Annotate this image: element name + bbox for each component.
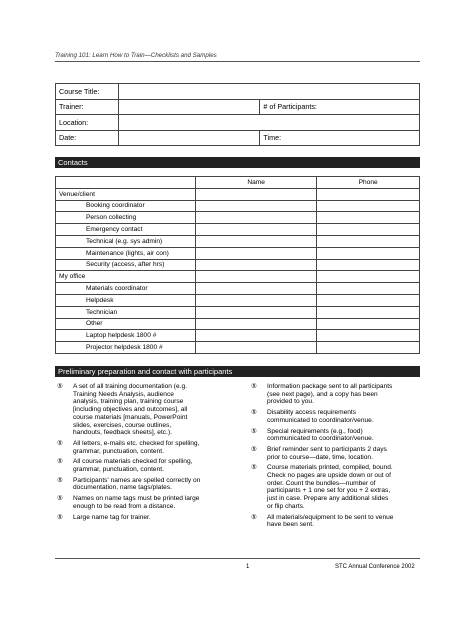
checkbox-icon[interactable]: ⑤ [57, 458, 63, 466]
checkbox-icon[interactable]: ⑤ [251, 445, 257, 453]
document-header: Training 101: Learn How to Train—Checklists and Samples [55, 52, 217, 59]
contact-group-office: My office [56, 271, 196, 283]
contact-name-cell[interactable] [195, 235, 317, 247]
footer-conference: STC Annual Conference 2002 [335, 564, 415, 570]
checkbox-icon[interactable]: ⑤ [251, 513, 257, 521]
location-label: Location: [56, 115, 119, 131]
contacts-table [55, 176, 420, 354]
checklist-item[interactable]: ⑤ Information package sent to all participants (see next page), and a copy has been provided to you. [251, 383, 393, 406]
checklist-item[interactable]: ⑤ Brief reminder sent to participants 2 days prior to course—date, time, location. [251, 445, 387, 461]
checklist-item[interactable]: ⑤ Course materials printed, compiled, bound. Check no pages are upside down or out of order. Count the bundles—number of participants + 1 one set for you + 2 extras, just in case. Prepare any additional slides or flip charts. [251, 464, 393, 510]
trainer-field[interactable] [118, 99, 259, 115]
contact-name-cell[interactable] [195, 342, 317, 354]
contact-name-cell[interactable] [195, 247, 317, 259]
checklist-right-column [251, 383, 421, 532]
contact-row-label: Helpdesk [56, 294, 196, 306]
checkbox-icon[interactable]: ⑤ [251, 464, 257, 472]
contact-phone-cell[interactable] [317, 235, 420, 247]
contact-row-label: Laptop helpdesk 1800 # [56, 330, 196, 342]
checklist-item[interactable]: ⑤ Names on name tags must be printed large enough to be read from a distance. [57, 495, 200, 510]
footer-divider [55, 558, 420, 559]
contact-name-cell[interactable] [195, 283, 317, 295]
contact-phone-cell[interactable] [317, 188, 420, 200]
contact-row-label: Other [56, 318, 196, 330]
page-number: 1 [246, 564, 250, 570]
preparation-heading: Preliminary preparation and contact with participants [55, 366, 420, 377]
contact-phone-cell[interactable] [317, 330, 420, 342]
contact-name-cell[interactable] [195, 318, 317, 330]
contact-row-label: Emergency contact [56, 224, 196, 236]
course-info-table [55, 83, 420, 146]
checkbox-icon[interactable]: ⑤ [57, 495, 63, 503]
contacts-header-blank [56, 177, 196, 189]
trainer-label: Trainer: [56, 99, 119, 115]
contact-name-cell[interactable] [195, 306, 317, 318]
checkbox-icon[interactable]: ⑤ [57, 383, 63, 390]
contact-phone-cell[interactable] [317, 200, 420, 212]
checklist-item[interactable]: ⑤ Participants' names are spelled correctly on documentation, name tags/plates. [57, 476, 201, 492]
contact-name-cell[interactable] [195, 330, 317, 342]
participants-label: # of Participants: [260, 99, 420, 115]
contact-phone-cell[interactable] [317, 271, 420, 283]
date-field[interactable] [118, 130, 259, 146]
checklist-item[interactable]: ⑤ Large name tag for trainer. [57, 513, 151, 521]
checkbox-icon[interactable]: ⑤ [57, 513, 63, 521]
contact-row-label: Maintenance (lights, air con) [56, 247, 196, 259]
contact-row-label: Projector helpdesk 1800 # [56, 342, 196, 354]
contact-name-cell[interactable] [195, 224, 317, 236]
contact-phone-cell[interactable] [317, 318, 420, 330]
checklist-item[interactable]: ⑤ Special requirements (e.g., food) communicated to coordinator/venue. [251, 427, 374, 443]
contact-row-label: Security (access, after hrs) [56, 259, 196, 271]
checkbox-icon[interactable]: ⑤ [251, 409, 257, 417]
checklist-item[interactable]: ⑤ All materials/equipment to be sent to venue have been sent. [251, 513, 394, 529]
contact-phone-cell[interactable] [317, 247, 420, 259]
date-label: Date: [56, 130, 119, 146]
phone-column-header: Phone [317, 177, 420, 189]
contact-name-cell[interactable] [195, 294, 317, 306]
contact-row-label: Person collecting [56, 212, 196, 224]
contact-row-label: Technical (e.g. sys admin) [56, 235, 196, 247]
contact-name-cell[interactable] [195, 271, 317, 283]
contact-phone-cell[interactable] [317, 224, 420, 236]
checklist-item[interactable]: ⑤ Disability access requirements communicated to coordinator/venue. [251, 409, 374, 424]
checkbox-icon[interactable]: ⑤ [251, 427, 257, 435]
checklist-left-column [57, 383, 242, 524]
contact-row-label: Materials coordinator [56, 283, 196, 295]
contact-name-cell[interactable] [195, 188, 317, 200]
checkbox-icon[interactable]: ⑤ [57, 476, 63, 484]
contact-name-cell[interactable] [195, 200, 317, 212]
checkbox-icon[interactable]: ⑤ [57, 439, 63, 447]
contact-phone-cell[interactable] [317, 294, 420, 306]
contact-row-label: Booking coordinator [56, 200, 196, 212]
checklist-item[interactable]: ⑤ All course materials checked for spelling, grammar, punctuation, content. [57, 458, 193, 474]
location-field[interactable] [118, 115, 419, 131]
contact-group-venue: Venue/client [56, 188, 196, 200]
contact-phone-cell[interactable] [317, 342, 420, 354]
contact-name-cell[interactable] [195, 259, 317, 271]
contact-row-label: Technician [56, 306, 196, 318]
contacts-heading: Contacts [55, 157, 420, 168]
contact-name-cell[interactable] [195, 212, 317, 224]
name-column-header: Name [195, 177, 317, 189]
contact-phone-cell[interactable] [317, 212, 420, 224]
course-title-field[interactable] [118, 84, 419, 100]
contact-phone-cell[interactable] [317, 283, 420, 295]
contact-phone-cell[interactable] [317, 306, 420, 318]
checklist-item[interactable]: ⑤ A set of all training documentation (e.g. Training Needs Analysis, audience analysis, training plan, training course [including objectives and outcomes], all course materials [manuals, PowerPoint slides, exercises, course outlines, handouts, feedback sheets], etc.). [57, 383, 188, 437]
header-divider [55, 61, 420, 62]
contact-phone-cell[interactable] [317, 259, 420, 271]
time-label: Time: [260, 130, 420, 146]
checklist-item[interactable]: ⑤ All letters, e-mails etc. checked for spelling, grammar, punctuation, content. [57, 439, 200, 455]
course-title-label: Course Title: [56, 84, 119, 100]
checkbox-icon[interactable]: ⑤ [251, 383, 257, 390]
